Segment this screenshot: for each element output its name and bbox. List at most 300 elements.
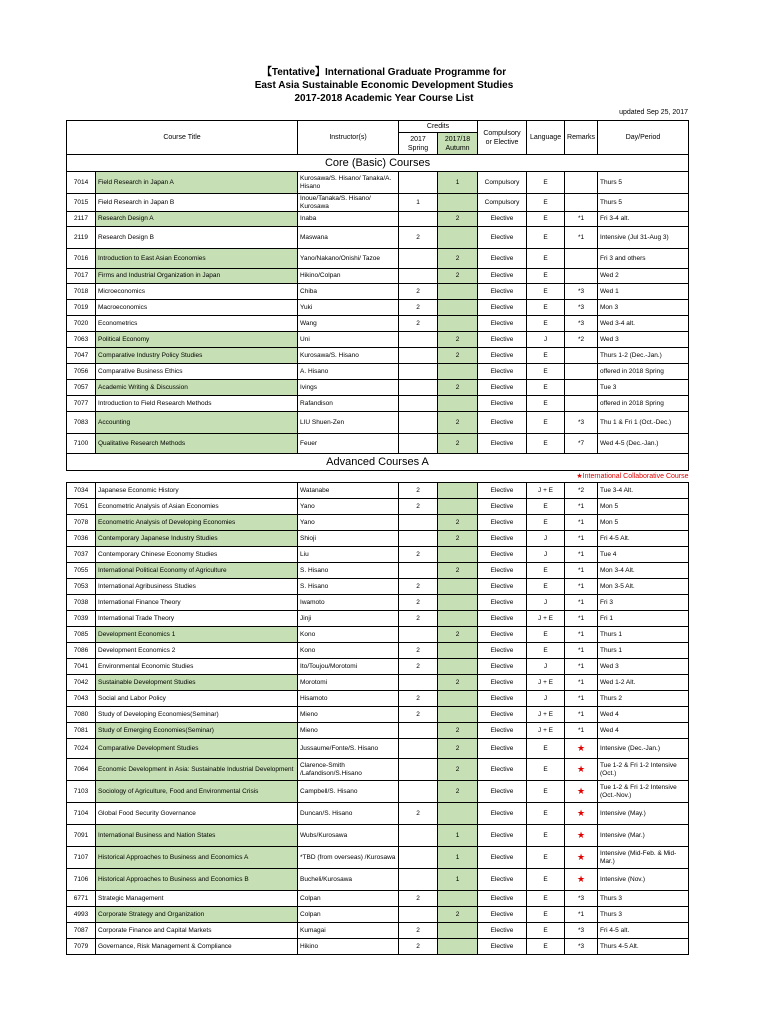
table-row: [67, 172, 689, 194]
course-day-period: Wed 4-5 (Dec.-Jan.): [598, 434, 689, 454]
course-code: 7057: [67, 380, 96, 396]
credits-spring: [399, 515, 438, 531]
course-code: 7041: [67, 659, 96, 675]
course-code: 7038: [67, 595, 96, 611]
course-title: Corporate Finance and Capital Markets: [96, 923, 298, 939]
course-day-period: Tue 1-2 & Fri 1-2 Intensive (Oct.-Nov.): [598, 781, 689, 803]
credits-spring: [399, 172, 438, 194]
course-day-period: Thurs 5: [598, 172, 689, 194]
table-row: [67, 907, 689, 923]
course-code: 6771: [67, 891, 96, 907]
credits-spring: 2: [399, 227, 438, 249]
credits-autumn: [438, 579, 478, 595]
course-code: 7063: [67, 332, 96, 348]
credits-spring: 2: [399, 659, 438, 675]
course-type: Elective: [478, 803, 527, 825]
course-type: Elective: [478, 627, 527, 643]
course-day-period: Fri 4-5 alt.: [598, 923, 689, 939]
course-title: Comparative Industry Policy Studies: [96, 348, 298, 364]
course-remarks: [565, 172, 598, 194]
course-instructor: Inoue/Tanaka/S. Hisano/ Kurosawa: [298, 194, 399, 212]
course-title: Political Economy: [96, 332, 298, 348]
course-type: Elective: [478, 869, 527, 891]
course-instructor: Wang: [298, 316, 399, 332]
table-row: [67, 348, 689, 364]
course-instructor: Mieno: [298, 723, 399, 739]
course-title: Introduction to Field Research Methods: [96, 396, 298, 412]
credits-autumn: [438, 803, 478, 825]
credits-spring: [399, 723, 438, 739]
course-code: 4993: [67, 907, 96, 923]
course-language: E: [527, 412, 565, 434]
course-remarks: *1: [565, 627, 598, 643]
course-title: Research Design A: [96, 212, 298, 227]
table-row: [67, 627, 689, 643]
doc-title-line-1: 【Tentative】International Graduate Programme for: [261, 67, 507, 78]
course-title: Econometrics: [96, 316, 298, 332]
course-title: Corporate Strategy and Organization: [96, 907, 298, 923]
course-title: Field Research in Japan B: [96, 194, 298, 212]
table-row: [67, 300, 689, 316]
table-row: [67, 847, 689, 869]
course-type: Elective: [478, 300, 527, 316]
course-type: Elective: [478, 380, 527, 396]
course-title: Qualitative Research Methods: [96, 434, 298, 454]
course-language: E: [527, 579, 565, 595]
course-remarks: ★: [565, 803, 598, 825]
course-language: J + E: [527, 723, 565, 739]
col-compulsory: Compulsory or Elective: [478, 121, 527, 155]
course-title: Strategic Management: [96, 891, 298, 907]
credits-spring: [399, 759, 438, 781]
doc-title-line-3: 2017-2018 Academic Year Course List: [294, 93, 474, 104]
course-title: Introduction to East Asian Economies: [96, 249, 298, 269]
credits-spring: [399, 332, 438, 348]
course-language: E: [527, 380, 565, 396]
course-code: 7085: [67, 627, 96, 643]
course-instructor: Shioji: [298, 531, 399, 547]
course-instructor: Watanabe: [298, 483, 399, 499]
course-language: E: [527, 847, 565, 869]
course-type: Elective: [478, 907, 527, 923]
credits-spring: [399, 627, 438, 643]
course-type: Elective: [478, 595, 527, 611]
course-instructor: Maswana: [298, 227, 399, 249]
table-row: [67, 194, 689, 212]
course-title: Environmental Economic Studies: [96, 659, 298, 675]
course-language: E: [527, 781, 565, 803]
course-day-period: Wed 2: [598, 269, 689, 284]
table-row: [67, 803, 689, 825]
course-language: E: [527, 869, 565, 891]
course-code: 7039: [67, 611, 96, 627]
course-remarks: *3: [565, 300, 598, 316]
course-type: Elective: [478, 227, 527, 249]
course-title: Japanese Economic History: [96, 483, 298, 499]
credits-spring: [399, 739, 438, 759]
course-title: Global Food Security Governance: [96, 803, 298, 825]
table-row: [67, 249, 689, 269]
course-remarks: [565, 194, 598, 212]
course-language: E: [527, 249, 565, 269]
table-row: [67, 284, 689, 300]
course-title: Microeconomics: [96, 284, 298, 300]
credits-autumn: [438, 499, 478, 515]
course-instructor: Rafandison: [298, 396, 399, 412]
course-title: Econometric Analysis of Developing Economies: [96, 515, 298, 531]
course-instructor: Liu: [298, 547, 399, 563]
course-title: Comparative Development Studies: [96, 739, 298, 759]
course-type: Elective: [478, 434, 527, 454]
table-row: [67, 923, 689, 939]
course-remarks: *1: [565, 595, 598, 611]
course-instructor: Bucheli/Kurosawa: [298, 869, 399, 891]
course-code: 7036: [67, 531, 96, 547]
course-language: E: [527, 212, 565, 227]
course-type: Elective: [478, 547, 527, 563]
course-remarks: [565, 348, 598, 364]
credits-spring: [399, 412, 438, 434]
credits-autumn: 2: [438, 627, 478, 643]
credits-spring: [399, 847, 438, 869]
course-instructor: Feuer: [298, 434, 399, 454]
course-language: E: [527, 434, 565, 454]
course-day-period: Fri 3: [598, 595, 689, 611]
course-type: Elective: [478, 675, 527, 691]
col-credits: Credits: [399, 121, 478, 133]
course-language: J: [527, 531, 565, 547]
course-language: E: [527, 825, 565, 847]
course-instructor: S. Hisano: [298, 563, 399, 579]
course-language: E: [527, 759, 565, 781]
credits-spring: 2: [399, 891, 438, 907]
course-remarks: *1: [565, 227, 598, 249]
course-language: E: [527, 643, 565, 659]
col-course-title: Course Title: [67, 121, 298, 155]
course-day-period: Mon 3: [598, 300, 689, 316]
credits-autumn: [438, 595, 478, 611]
table-row: [67, 563, 689, 579]
credits-spring: [399, 869, 438, 891]
course-type: Elective: [478, 316, 527, 332]
course-instructor: S. Hisano: [298, 579, 399, 595]
course-instructor: Hikino/Colpan: [298, 269, 399, 284]
table-row: [67, 707, 689, 723]
course-title: International Trade Theory: [96, 611, 298, 627]
course-remarks: *2: [565, 332, 598, 348]
course-instructor: Kurosawa/S. Hisano: [298, 348, 399, 364]
table-row: [67, 547, 689, 563]
course-instructor: Kono: [298, 627, 399, 643]
course-title: Study of Emerging Economies(Seminar): [96, 723, 298, 739]
credits-autumn: [438, 227, 478, 249]
course-instructor: Yano/Nakano/Onishi/ Tazoe: [298, 249, 399, 269]
credits-spring: 2: [399, 707, 438, 723]
credits-autumn: 2: [438, 907, 478, 923]
table-row: [67, 723, 689, 739]
table-row: [67, 825, 689, 847]
credits-autumn: 2: [438, 269, 478, 284]
course-instructor: Wubs/Kurosawa: [298, 825, 399, 847]
course-remarks: *1: [565, 691, 598, 707]
credits-spring: 2: [399, 595, 438, 611]
course-language: E: [527, 499, 565, 515]
course-remarks: [565, 249, 598, 269]
course-day-period: Wed 3-4 alt.: [598, 316, 689, 332]
course-language: J: [527, 547, 565, 563]
course-type: Compulsory: [478, 194, 527, 212]
course-type: Elective: [478, 579, 527, 595]
course-language: J: [527, 332, 565, 348]
course-instructor: Mieno: [298, 707, 399, 723]
course-instructor: Chiba: [298, 284, 399, 300]
course-remarks: *1: [565, 707, 598, 723]
course-title: Historical Approaches to Business and Economics A: [96, 847, 298, 869]
course-type: Elective: [478, 847, 527, 869]
course-remarks: *1: [565, 643, 598, 659]
course-title: Development Economics 1: [96, 627, 298, 643]
course-instructor: Iwamoto: [298, 595, 399, 611]
course-code: 7100: [67, 434, 96, 454]
credits-spring: [399, 563, 438, 579]
col-day-period: Day/Period: [598, 121, 689, 155]
credits-autumn: 1: [438, 847, 478, 869]
course-day-period: Thurs 1: [598, 627, 689, 643]
credits-spring: 2: [399, 547, 438, 563]
course-code: 7015: [67, 194, 96, 212]
course-day-period: offered in 2018 Spring: [598, 364, 689, 380]
course-instructor: Ivings: [298, 380, 399, 396]
course-type: Elective: [478, 412, 527, 434]
course-instructor: *TBD (from overseas) /Kurosawa: [298, 847, 399, 869]
credits-spring: 2: [399, 284, 438, 300]
course-instructor: Clarence-Smith /Lafandison/S.Hisano: [298, 759, 399, 781]
course-day-period: Wed 4: [598, 723, 689, 739]
credits-spring: 2: [399, 939, 438, 955]
table-row: [67, 499, 689, 515]
course-instructor: Hikino: [298, 939, 399, 955]
table-row: [67, 269, 689, 284]
course-day-period: Mon 5: [598, 515, 689, 531]
course-instructor: Uni: [298, 332, 399, 348]
course-remarks: *1: [565, 563, 598, 579]
course-day-period: Wed 3: [598, 332, 689, 348]
course-instructor: Colpan: [298, 907, 399, 923]
course-remarks: *3: [565, 891, 598, 907]
credits-autumn: [438, 194, 478, 212]
course-language: E: [527, 803, 565, 825]
credits-spring: 2: [399, 611, 438, 627]
course-remarks: *1: [565, 611, 598, 627]
course-type: Elective: [478, 707, 527, 723]
course-code: 7078: [67, 515, 96, 531]
table-row: [67, 396, 689, 412]
course-remarks: *1: [565, 675, 598, 691]
course-remarks: *3: [565, 316, 598, 332]
table-row: [67, 434, 689, 454]
credits-autumn: [438, 316, 478, 332]
table-row: [67, 939, 689, 955]
course-code: 7034: [67, 483, 96, 499]
course-instructor: Kumagai: [298, 923, 399, 939]
course-day-period: Intensive (Dec.-Jan.): [598, 739, 689, 759]
credits-spring: [399, 531, 438, 547]
credits-spring: [399, 212, 438, 227]
course-remarks: ★: [565, 759, 598, 781]
course-day-period: Mon 3-5 Alt.: [598, 579, 689, 595]
course-code: 7020: [67, 316, 96, 332]
credits-spring: [399, 348, 438, 364]
collab-course-note: ★International Collaborative Course: [576, 472, 689, 480]
course-type: Elective: [478, 515, 527, 531]
course-day-period: Wed 3: [598, 659, 689, 675]
table-row: [67, 483, 689, 499]
course-day-period: Mon 5: [598, 499, 689, 515]
course-language: J + E: [527, 483, 565, 499]
course-remarks: *3: [565, 939, 598, 955]
course-code: 2119: [67, 227, 96, 249]
course-instructor: Campbell/S. Hisano: [298, 781, 399, 803]
credits-autumn: 2: [438, 723, 478, 739]
course-remarks: ★: [565, 825, 598, 847]
credits-autumn: [438, 396, 478, 412]
credits-spring: 2: [399, 579, 438, 595]
course-remarks: ★: [565, 739, 598, 759]
course-day-period: Thu 1 & Fri 1 (Oct.-Dec.): [598, 412, 689, 434]
course-day-period: Thurs 1: [598, 643, 689, 659]
course-instructor: Kono: [298, 643, 399, 659]
table-row: [67, 611, 689, 627]
credits-autumn: [438, 691, 478, 707]
table-row: [67, 531, 689, 547]
course-code: 7053: [67, 579, 96, 595]
course-title: International Political Economy of Agriculture: [96, 563, 298, 579]
course-day-period: Intensive (Jul 31-Aug 3): [598, 227, 689, 249]
course-instructor: Inaba: [298, 212, 399, 227]
col-language: Language: [527, 121, 565, 155]
credits-autumn: 1: [438, 869, 478, 891]
credits-autumn: 1: [438, 172, 478, 194]
course-type: Elective: [478, 249, 527, 269]
course-type: Elective: [478, 332, 527, 348]
course-title: Contemporary Japanese Industry Studies: [96, 531, 298, 547]
course-code: 7081: [67, 723, 96, 739]
table-row: [67, 380, 689, 396]
credits-autumn: 2: [438, 675, 478, 691]
table-row: [67, 643, 689, 659]
course-day-period: Wed 4: [598, 707, 689, 723]
table-row: [67, 579, 689, 595]
table-row: [67, 316, 689, 332]
course-language: E: [527, 907, 565, 923]
course-type: Elective: [478, 212, 527, 227]
course-code: 7103: [67, 781, 96, 803]
table-row: [67, 781, 689, 803]
course-day-period: Intensive (Mid-Feb. & Mid-Mar.): [598, 847, 689, 869]
course-type: Elective: [478, 723, 527, 739]
course-remarks: ★: [565, 847, 598, 869]
course-type: Elective: [478, 269, 527, 284]
course-day-period: Tue 4: [598, 547, 689, 563]
course-language: J + E: [527, 707, 565, 723]
course-code: 7104: [67, 803, 96, 825]
course-day-period: Fri 1: [598, 611, 689, 627]
course-day-period: Tue 3: [598, 380, 689, 396]
course-title: Academic Writing & Discussion: [96, 380, 298, 396]
course-code: 7024: [67, 739, 96, 759]
course-title: Research Design B: [96, 227, 298, 249]
table-row: [67, 412, 689, 434]
doc-title-line-2: East Asia Sustainable Economic Development Studies: [254, 80, 514, 91]
credits-spring: [399, 269, 438, 284]
course-instructor: Ito/Toujou/Morotomi: [298, 659, 399, 675]
table-row: [67, 212, 689, 227]
course-code: 7042: [67, 675, 96, 691]
course-remarks: [565, 269, 598, 284]
credits-spring: [399, 380, 438, 396]
course-type: Elective: [478, 759, 527, 781]
table-row: [67, 595, 689, 611]
credits-spring: 2: [399, 483, 438, 499]
course-remarks: ★: [565, 781, 598, 803]
credits-autumn: [438, 483, 478, 499]
course-language: J: [527, 659, 565, 675]
course-code: 7017: [67, 269, 96, 284]
course-code: 7018: [67, 284, 96, 300]
table-row: [67, 739, 689, 759]
credits-autumn: 2: [438, 380, 478, 396]
course-type: Elective: [478, 611, 527, 627]
credits-autumn: 2: [438, 739, 478, 759]
course-remarks: *1: [565, 579, 598, 595]
table-row: [67, 759, 689, 781]
table-row: [67, 675, 689, 691]
course-code: 7037: [67, 547, 96, 563]
course-language: E: [527, 563, 565, 579]
course-day-period: Fri 4-5 Alt.: [598, 531, 689, 547]
credits-spring: 1: [399, 194, 438, 212]
course-instructor: LIU Shuen-Zen: [298, 412, 399, 434]
table-row: [67, 515, 689, 531]
course-remarks: *1: [565, 659, 598, 675]
course-type: Elective: [478, 643, 527, 659]
table-row: [67, 691, 689, 707]
course-code: 7047: [67, 348, 96, 364]
course-type: Elective: [478, 691, 527, 707]
course-day-period: Intensive (May.): [598, 803, 689, 825]
course-title: Sustainable Development Studies: [96, 675, 298, 691]
course-day-period: Thurs 2: [598, 691, 689, 707]
credits-spring: 2: [399, 300, 438, 316]
credits-spring: [399, 434, 438, 454]
course-code: 7016: [67, 249, 96, 269]
course-title: Comparative Business Ethics: [96, 364, 298, 380]
course-instructor: Hisamoto: [298, 691, 399, 707]
credits-autumn: [438, 364, 478, 380]
credits-spring: [399, 781, 438, 803]
credits-autumn: [438, 611, 478, 627]
course-day-period: Fri 3 and others: [598, 249, 689, 269]
course-day-period: Thurs 3: [598, 907, 689, 923]
credits-autumn: [438, 707, 478, 723]
course-code: 7080: [67, 707, 96, 723]
credits-autumn: [438, 300, 478, 316]
course-type: Elective: [478, 939, 527, 955]
credits-spring: [399, 825, 438, 847]
course-language: E: [527, 194, 565, 212]
credits-autumn: [438, 547, 478, 563]
course-type: Elective: [478, 499, 527, 515]
